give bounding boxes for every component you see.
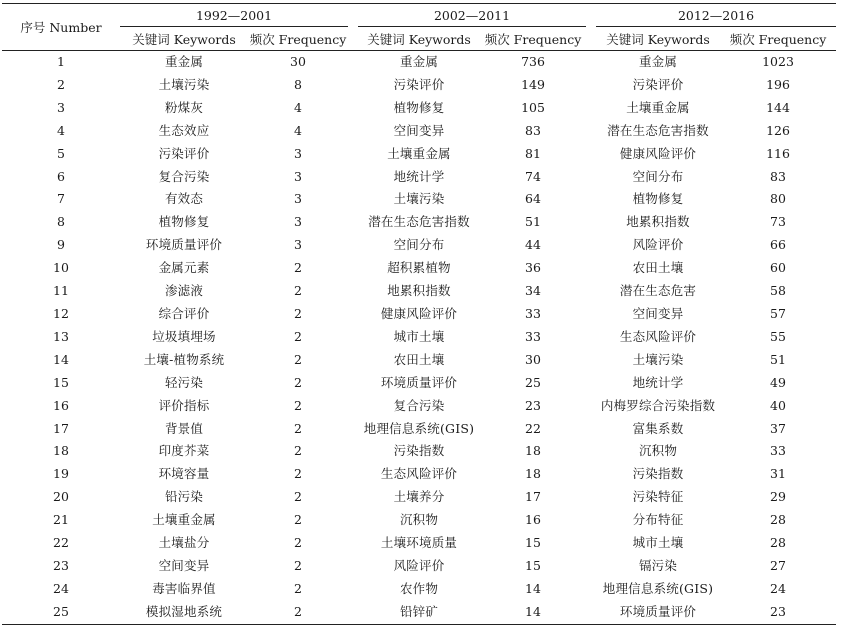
keyword-cell: 毒害临界值 [152,580,216,596]
frequency-cell: 3 [294,237,302,253]
frequency-header: 频次 Frequency [720,27,836,51]
keyword-cell: 有效态 [164,191,204,207]
keyword-cell: 风险评价 [393,557,445,573]
frequency-cell: 1023 [762,54,794,69]
frequency-cell: 36 [525,260,541,276]
row-number: 3 [57,99,65,115]
keyword-cell: 污染指数 [632,466,684,482]
frequency-cell: 16 [525,512,541,528]
frequency-header: 频次 Frequency [248,27,348,51]
frequency-cell: 28 [770,535,786,551]
keyword-cell: 土壤污染 [393,191,445,207]
row-number: 6 [57,168,65,184]
table-row [2,303,836,326]
keyword-cell: 土壤养分 [393,489,445,505]
row-number: 13 [53,328,69,344]
frequency-cell: 2 [294,557,302,573]
keyword-cell: 土壤重金属 [626,99,690,115]
frequency-cell: 3 [294,214,302,230]
keyword-cell: 评价指标 [158,397,210,413]
row-number: 14 [53,351,69,367]
keyword-cell: 沉积物 [399,512,439,528]
row-number: 20 [53,489,69,505]
keyword-cell: 分布特征 [632,512,684,528]
keyword-cell: 空间变异 [393,122,445,138]
table-row [2,120,836,143]
keyword-cell: 重金属 [164,54,204,69]
keyword-cell: 环境容量 [158,466,210,482]
row-number: 18 [53,443,69,459]
index-header: 序号 Number [2,4,120,51]
keyword-cell: 土壤盐分 [158,535,210,551]
table-row [2,578,836,601]
frequency-cell: 126 [766,122,790,138]
keywords-header: 关键词 Keywords [358,27,480,51]
period-header-1: 1992—2001 [120,4,348,27]
frequency-cell: 28 [770,512,786,528]
row-number: 23 [53,557,69,573]
frequency-cell: 18 [525,466,541,482]
frequency-cell: 81 [525,145,541,161]
table-row [2,440,836,463]
keyword-cell: 土壤重金属 [152,512,216,528]
keyword-cell: 轻污染 [164,374,204,390]
row-number: 10 [53,260,69,276]
frequency-cell: 83 [525,122,541,138]
keyword-cell: 生态效应 [158,122,210,138]
keyword-cell: 地理信息系统(GIS) [602,580,714,596]
keyword-cell: 复合污染 [393,397,445,413]
row-number: 7 [57,191,65,207]
keyword-frequency-table [2,3,836,625]
keyword-cell: 背景值 [164,420,204,436]
keyword-cell: 镉污染 [638,557,678,573]
table-row [2,463,836,486]
keyword-cell: 综合评价 [158,305,210,321]
keyword-cell: 空间变异 [158,557,210,573]
keyword-cell: 印度芥菜 [158,443,210,459]
frequency-cell: 40 [770,397,786,413]
keyword-cell: 重金属 [399,54,439,69]
frequency-cell: 2 [294,580,302,596]
keyword-cell: 重金属 [638,54,678,69]
keyword-cell: 潜在生态危害指数 [607,122,709,138]
table-row [2,74,836,97]
frequency-cell: 2 [294,512,302,528]
frequency-cell: 144 [766,99,790,115]
table-row [2,326,836,349]
frequency-cell: 37 [770,420,786,436]
keyword-cell: 风险评价 [632,237,684,253]
keyword-cell: 植物修复 [158,214,210,230]
frequency-cell: 149 [521,76,545,92]
keyword-cell: 污染特征 [632,489,684,505]
keyword-cell: 地统计学 [393,168,445,184]
keyword-cell: 铅污染 [164,489,204,505]
frequency-cell: 55 [770,328,786,344]
keyword-cell: 地累积指数 [626,214,690,230]
frequency-cell: 736 [521,54,545,69]
frequency-cell: 23 [525,397,541,413]
frequency-cell: 14 [525,603,541,619]
frequency-cell: 51 [525,214,541,230]
keyword-cell: 潜在生态危害指数 [368,214,470,230]
frequency-cell: 2 [294,420,302,436]
row-number: 8 [57,214,65,230]
keyword-cell: 粉煤灰 [164,99,204,115]
frequency-cell: 2 [294,443,302,459]
frequency-cell: 2 [294,466,302,482]
frequency-cell: 14 [525,580,541,596]
keyword-cell: 污染评价 [632,76,684,92]
frequency-cell: 2 [294,260,302,276]
frequency-cell: 83 [770,168,786,184]
frequency-cell: 33 [525,328,541,344]
keyword-cell: 土壤污染 [158,76,210,92]
frequency-cell: 30 [525,351,541,367]
table-row [2,234,836,257]
table-row [2,97,836,120]
keyword-cell: 复合污染 [158,168,210,184]
frequency-cell: 15 [525,535,541,551]
keyword-cell: 垃圾填埋场 [152,328,216,344]
row-number: 5 [57,145,65,161]
frequency-cell: 34 [525,283,541,299]
keyword-cell: 农作物 [399,580,439,596]
frequency-cell: 33 [525,305,541,321]
table-row [2,601,836,624]
keyword-cell: 内梅罗综合污染指数 [600,397,716,413]
frequency-cell: 23 [770,603,786,619]
frequency-cell: 18 [525,443,541,459]
row-number: 4 [57,122,65,138]
table-row [2,486,836,509]
keywords-header: 关键词 Keywords [596,27,720,51]
table-row [2,418,836,441]
table-row [2,280,836,303]
keywords-header: 关键词 Keywords [120,27,248,51]
frequency-cell: 2 [294,374,302,390]
frequency-cell: 196 [766,76,790,92]
frequency-cell: 73 [770,214,786,230]
table-row [2,257,836,280]
keyword-cell: 健康风险评价 [619,145,697,161]
frequency-cell: 66 [770,237,786,253]
frequency-cell: 2 [294,397,302,413]
frequency-cell: 29 [770,489,786,505]
keyword-cell: 模拟湿地系统 [145,603,223,619]
frequency-cell: 27 [770,557,786,573]
keyword-cell: 农田土壤 [393,351,445,367]
frequency-cell: 60 [770,260,786,276]
keyword-cell: 土壤-植物系统 [143,351,225,367]
keyword-cell: 沉积物 [638,443,678,459]
keyword-cell: 污染评价 [158,145,210,161]
frequency-cell: 4 [294,99,302,115]
frequency-cell: 2 [294,351,302,367]
frequency-cell: 31 [770,466,786,482]
period-header-3: 2012—2016 [596,4,836,27]
frequency-cell: 74 [525,168,541,184]
keyword-cell: 富集系数 [632,420,684,436]
keyword-cell: 植物修复 [632,191,684,207]
frequency-cell: 15 [525,557,541,573]
table-row [2,555,836,578]
frequency-cell: 25 [525,374,541,390]
table-row [2,211,836,234]
frequency-cell: 44 [525,237,541,253]
keyword-cell: 环境质量评价 [145,237,223,253]
row-number: 12 [53,305,69,321]
table-row [2,51,836,74]
frequency-cell: 24 [770,580,786,596]
frequency-cell: 17 [525,489,541,505]
frequency-cell: 2 [294,283,302,299]
keyword-cell: 植物修复 [393,99,445,115]
frequency-cell: 80 [770,191,786,207]
keyword-cell: 农田土壤 [632,260,684,276]
row-number: 16 [53,397,69,413]
keyword-cell: 污染评价 [393,76,445,92]
table-row [2,372,836,395]
frequency-cell: 3 [294,168,302,184]
keyword-cell: 潜在生态危害 [619,283,697,299]
frequency-cell: 58 [770,283,786,299]
table-row [2,532,836,555]
keyword-cell: 生态风险评价 [619,328,697,344]
table-body [2,51,836,625]
row-number: 1 [57,54,65,69]
keyword-cell: 空间分布 [632,168,684,184]
keyword-cell: 城市土壤 [632,535,684,551]
row-number: 15 [53,374,69,390]
frequency-cell: 8 [294,76,302,92]
table-header [2,4,836,51]
keyword-cell: 健康风险评价 [380,305,458,321]
frequency-cell: 51 [770,351,786,367]
row-number: 2 [57,76,65,92]
table-row [2,395,836,418]
keyword-cell: 空间变异 [632,305,684,321]
frequency-cell: 2 [294,603,302,619]
keyword-cell: 空间分布 [393,237,445,253]
row-number: 25 [53,603,69,619]
frequency-cell: 2 [294,489,302,505]
frequency-cell: 2 [294,328,302,344]
frequency-cell: 57 [770,305,786,321]
table-row [2,166,836,189]
frequency-cell: 33 [770,443,786,459]
keyword-cell: 金属元素 [158,260,210,276]
keyword-cell: 土壤污染 [632,351,684,367]
frequency-cell: 49 [770,374,786,390]
row-number: 21 [53,512,69,528]
keyword-cell: 铅锌矿 [399,603,439,619]
keyword-cell: 环境质量评价 [619,603,697,619]
frequency-header: 频次 Frequency [480,27,586,51]
frequency-cell: 2 [294,535,302,551]
frequency-cell: 22 [525,420,541,436]
table-row [2,143,836,166]
keyword-cell: 污染指数 [393,443,445,459]
keyword-cell: 渗滤液 [164,283,204,299]
keyword-cell: 超积累植物 [387,260,451,276]
frequency-cell: 4 [294,122,302,138]
keyword-cell: 环境质量评价 [380,374,458,390]
table-row [2,349,836,372]
table-row [2,509,836,532]
row-number: 9 [57,237,65,253]
keyword-cell: 土壤重金属 [387,145,451,161]
keyword-cell: 土壤环境质量 [380,535,458,551]
keyword-cell: 地理信息系统(GIS) [363,420,475,436]
period-header-2: 2002—2011 [358,4,586,27]
frequency-cell: 3 [294,145,302,161]
keyword-cell: 城市土壤 [393,328,445,344]
frequency-cell: 3 [294,191,302,207]
row-number: 24 [53,580,69,596]
keyword-cell: 生态风险评价 [380,466,458,482]
keyword-cell: 地统计学 [632,374,684,390]
row-number: 11 [53,283,69,299]
row-number: 17 [53,420,69,436]
frequency-cell: 30 [290,54,306,69]
frequency-cell: 64 [525,191,541,207]
row-number: 19 [53,466,69,482]
row-number: 22 [53,535,69,551]
frequency-cell: 2 [294,305,302,321]
frequency-cell: 116 [766,145,790,161]
frequency-cell: 105 [521,99,545,115]
table-row [2,188,836,211]
keyword-cell: 地累积指数 [387,283,451,299]
